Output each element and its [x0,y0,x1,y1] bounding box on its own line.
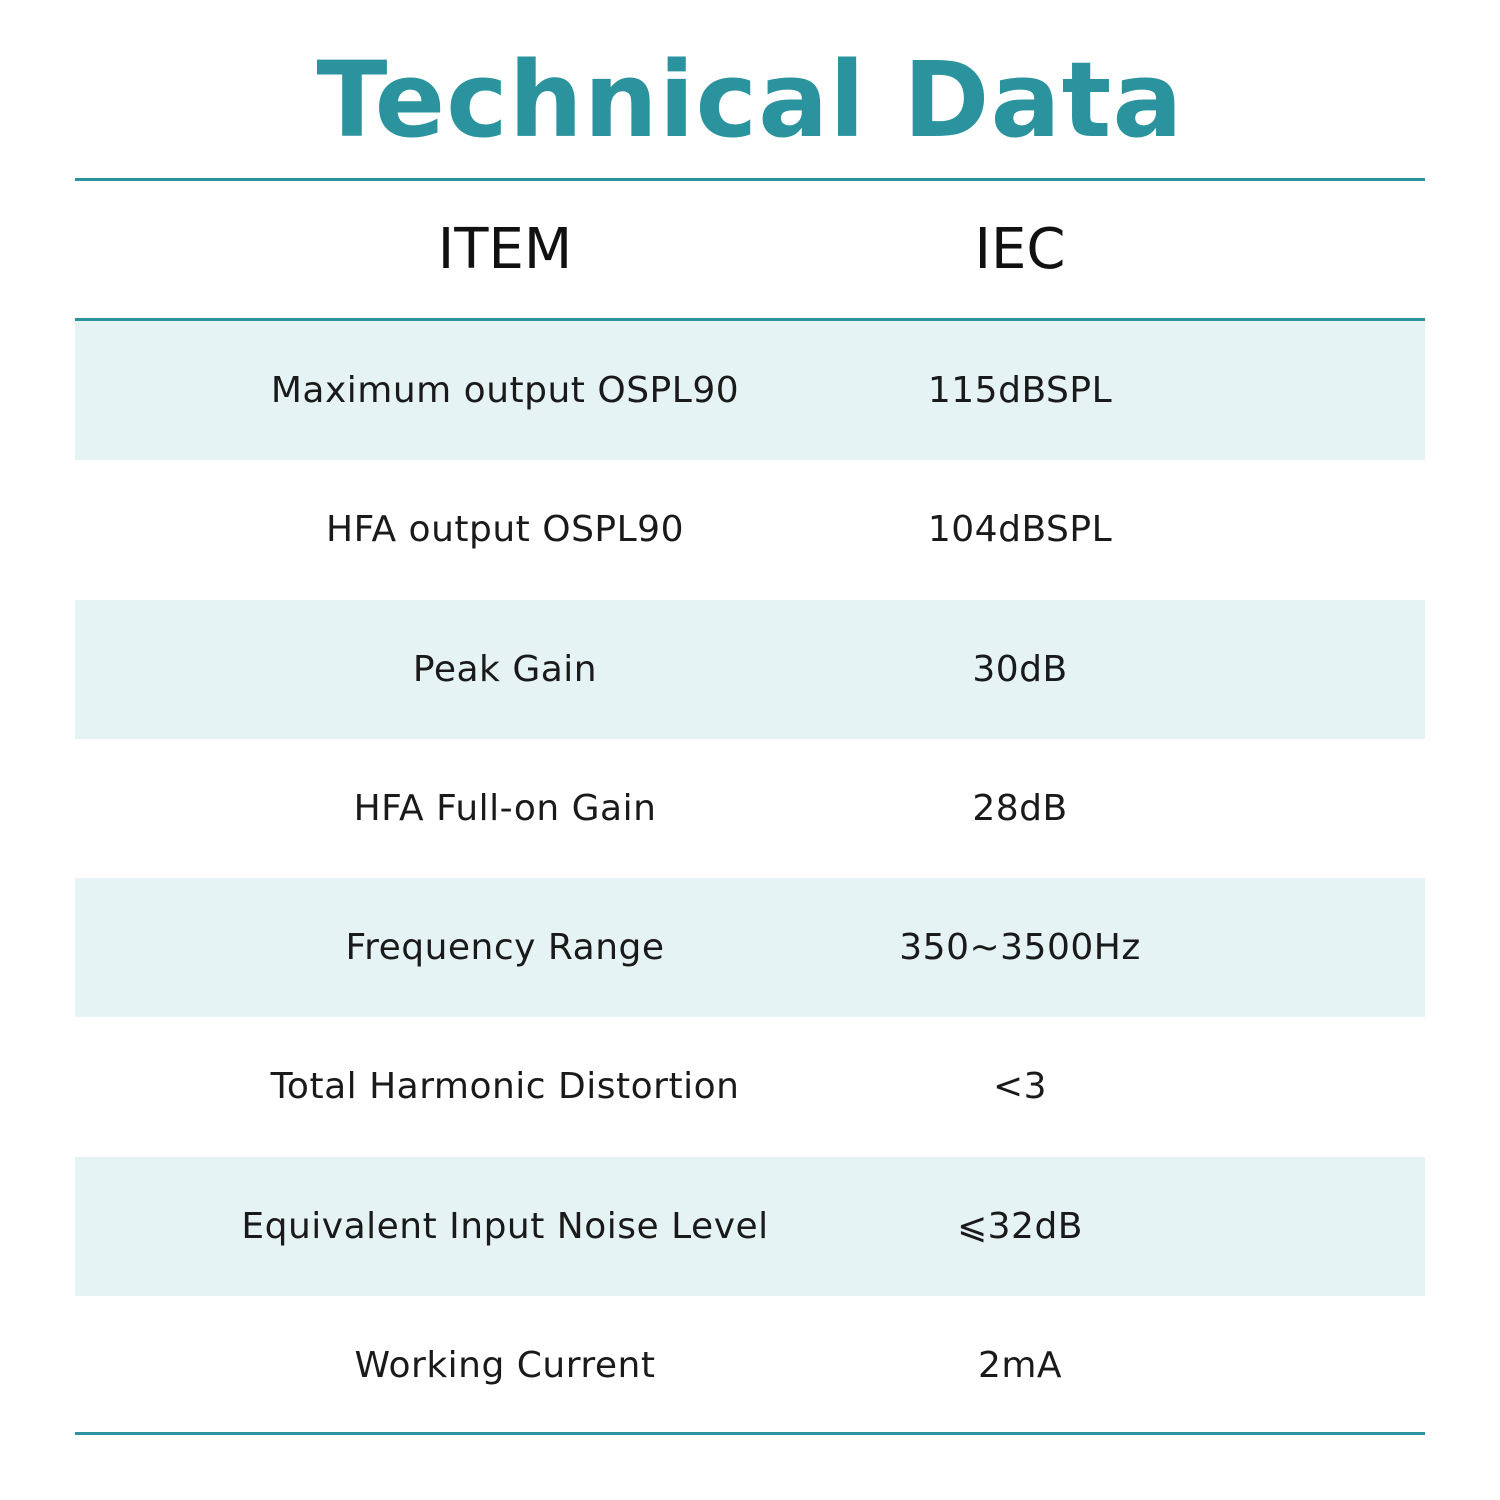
table-row [75,1017,1425,1156]
row-item-label: Equivalent Input Noise Level [241,1205,769,1247]
table-row [75,1157,1425,1296]
header-item: ITEM [437,217,573,282]
row-item-label: Frequency Range [345,927,665,969]
row-value: 30dB [972,648,1068,690]
row-item-label: HFA Full-on Gain [353,787,657,829]
row-item-label: Maximum output OSPL90 [270,370,740,412]
row-item-label: Working Current [354,1344,656,1386]
table-row [75,460,1425,599]
table-row [75,321,1425,460]
row-value: <3 [992,1066,1048,1108]
table-row [75,878,1425,1017]
table-body [75,321,1425,1435]
bottom-divider [75,1432,1425,1435]
row-item-label: HFA output OSPL90 [326,509,684,551]
row-value: 115dBSPL [927,370,1113,412]
table-row [75,739,1425,878]
row-value: ⩽32dB [956,1205,1084,1247]
table-row [75,600,1425,739]
row-value: 104dBSPL [927,509,1113,551]
row-item-label: Peak Gain [412,648,598,690]
page-title: Technical Data [316,39,1184,161]
table-row [75,1296,1425,1435]
header-iec: IEC [974,217,1066,282]
row-value: 2mA [977,1344,1063,1386]
row-value: 28dB [972,787,1068,829]
table-header [75,181,1425,318]
row-item-label: Total Harmonic Distortion [270,1066,740,1108]
row-value: 350~3500Hz [899,927,1141,969]
